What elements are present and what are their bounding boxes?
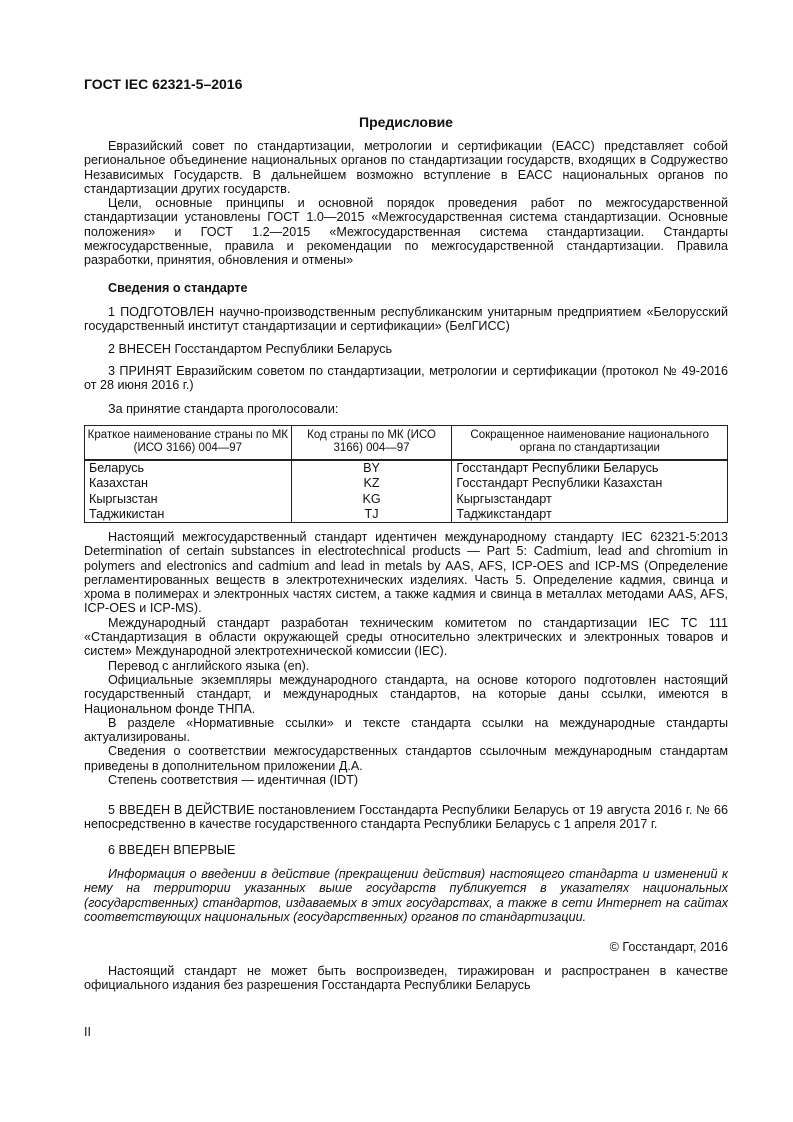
country-name-cell: Таджикистан: [85, 507, 292, 523]
item-3-adopted: 3 ПРИНЯТ Евразийским советом по стандартизации, метрологии и сертификации (протокол № 49-2016 от 28 июня 2016 г.): [84, 364, 728, 393]
conformity-paragraph: Степень соответствия — идентичная (IDT): [108, 773, 359, 788]
item-5-block: [84, 803, 728, 832]
country-name-cell: Беларусь: [85, 460, 292, 476]
item-2-submitted: 2 ВНЕСЕН Госстандартом Республики Беларусь: [108, 342, 393, 356]
column-header-country-name: Краткое наименование страны по МК (ИСО 3166) 004—97: [85, 426, 292, 461]
copyright-block: [84, 940, 728, 954]
country-code-cell: KZ: [291, 476, 452, 491]
translation-paragraph: Перевод с английского языка (en).: [108, 658, 310, 673]
column-header-country-code: Код страны по МК (ИСО 3166) 004—97: [291, 426, 452, 461]
copyright: © Госстандарт, 2016: [609, 940, 728, 954]
national-body-cell: Таджикстандарт: [452, 507, 728, 523]
about-standard-heading: Сведения о стандарте: [108, 281, 248, 295]
table-row: [85, 507, 728, 523]
item-3-block: [84, 364, 728, 393]
page-number: II: [84, 1025, 91, 1039]
table-row: [85, 476, 728, 491]
info-note: Информация о введении в действие (прекращении действия) настоящего стандарта и изменений к нему на территории указанных выше государств публикуется в указателях национальных (государственных) стандартов, издаваемых в этих государствах, а также в сети Интернет на сайтах соответствующих национальных (государственных) органов по стандартизации.: [84, 867, 728, 924]
reproduction-notice: Настоящий стандарт не может быть воспроизведен, тиражирован и распространен в качестве официального издания без разрешения Госстандарта Республики Беларусь: [84, 964, 728, 993]
info-note-block: [84, 867, 728, 924]
voting-countries-table: [84, 425, 728, 523]
table-row: [85, 492, 728, 507]
preface-title: Предисловие: [359, 114, 453, 130]
official-copies-paragraph: Официальные экземпляры международного стандарта, на основе которого подготовлен настоящий государственный стандарт, и международных стандартов, на которые даны ссылки, имеются в Национальном фонде ТНПА.: [84, 672, 728, 716]
identical-standard-paragraph: Настоящий межгосударственный стандарт идентичен международному стандарту IEC 62321-5:2013 Determination of certain substances in electrotechnical products — Part 5: Cadmium, lead and chromium in polymers and electronics and cadmium and lead in metals by AAS, AFS, ICP-OES and ICP-MS (Определение регламентированных веществ в электротехнических изделиях. Часть 5. Определение кадмия, свинца и хрома в полимерах и электронных частях систем, а также кадмия и свинца в металлах методами AAS, AFS, ICP-OES и ICP-MS).: [84, 530, 728, 616]
preface-paragraph-2: Цели, основные принципы и основной порядок проведения работ по межгосударственной стандартизации установлены ГОСТ 1.0—2015 «Межгосударственная система стандартизации. Основные положения» и ГОСТ 1.2—2015 «Межгосударственная система стандартизации. Стандарты межгосударственные, правила и рекомендации по межгосударственной стандартизации. Правила разработки, принятия, обновления и отмены»: [84, 196, 728, 268]
table-header-row: [85, 426, 728, 461]
item-1-prepared: 1 ПОДГОТОВЛЕН научно-производственным республиканским унитарным предприятием «Белорусский государственный институт стандартизации и сертификации» (БелГИСС): [84, 305, 728, 334]
references-paragraph: В разделе «Нормативные ссылки» и тексте стандарта ссылки на международные стандарты актуализированы.: [84, 715, 728, 745]
item-2-block: [84, 342, 728, 356]
preface-paragraph-1: Евразийский совет по стандартизации, метрологии и сертификации (ЕАСС) представляет собой региональное объединение национальных органов по стандартизации государств, входящих в Содружество Независимых Государств. В дальнейшем возможно вступление в ЕАСС национальных органов по стандартизации других государств.: [84, 139, 728, 196]
country-code-cell: KG: [291, 492, 452, 507]
national-body-cell: Госстандарт Республики Беларусь: [452, 460, 728, 476]
voted-label-block: [84, 402, 728, 416]
item-6-block: [84, 843, 728, 857]
country-code-cell: TJ: [291, 507, 452, 523]
document-id-header: ГОСТ IEC 62321-5–2016: [84, 76, 243, 92]
column-header-national-body: Сокращенное наименование национального органа по стандартизации: [452, 426, 728, 461]
item-4-section: [84, 530, 728, 787]
national-body-cell: Кыргызстандарт: [452, 492, 728, 507]
country-code-cell: BY: [291, 460, 452, 476]
about-standard-heading-block: [84, 281, 728, 295]
voted-label: За принятие стандарта проголосовали:: [108, 402, 339, 416]
preface-section: [84, 139, 728, 268]
developed-by-paragraph: Международный стандарт разработан техническим комитетом по стандартизации IEC TC 111 «Стандартизация в области окружающей среды относительно электрических и электронных товаров и систем» Международной электротехнической комиссии (IEC).: [84, 615, 728, 659]
appendix-paragraph: Сведения о соответствии межгосударственных стандартов ссылочным международным стандартам приведены в дополнительном приложении Д.А.: [84, 744, 728, 773]
item-6-first-introduced: 6 ВВЕДЕН ВПЕРВЫЕ: [108, 843, 236, 857]
item-1-block: [84, 305, 728, 334]
item-5-effective: 5 ВВЕДЕН В ДЕЙСТВИЕ постановлением Госстандарта Республики Беларусь от 19 августа 2016 г. № 66 непосредственно в качестве государственного стандарта Республики Беларусь с 1 апреля 2017 г.: [84, 803, 728, 832]
table-row: [85, 460, 728, 476]
country-name-cell: Кыргызстан: [85, 492, 292, 507]
country-name-cell: Казахстан: [85, 476, 292, 491]
national-body-cell: Госстандарт Республики Казахстан: [452, 476, 728, 491]
reproduction-notice-block: [84, 964, 728, 993]
